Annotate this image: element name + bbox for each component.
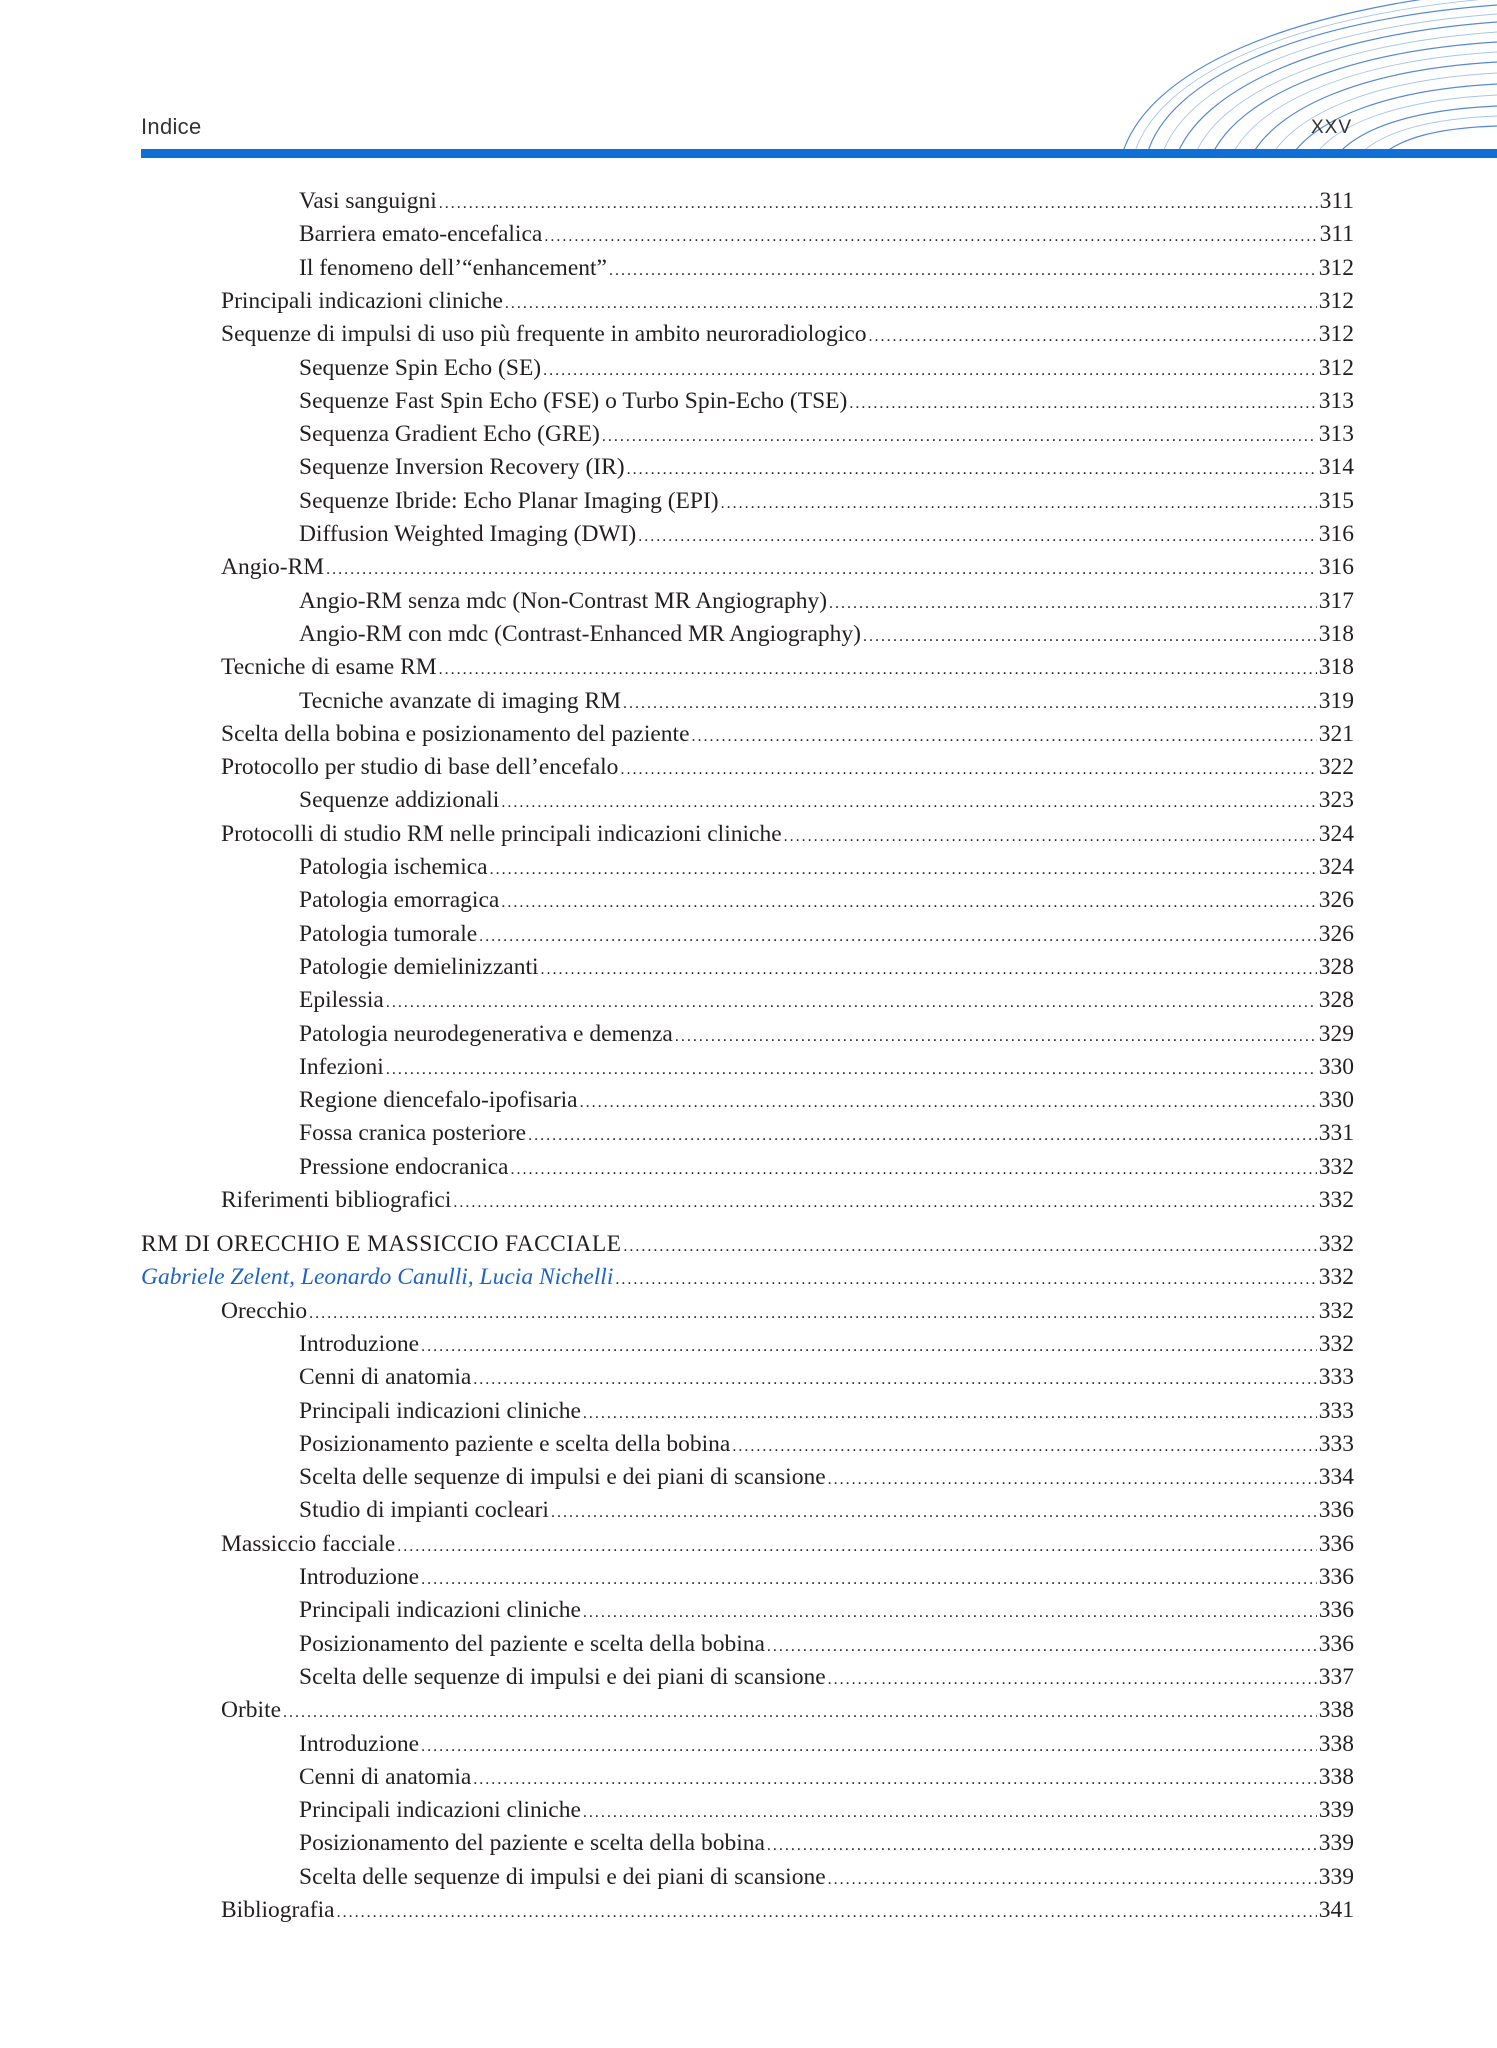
toc-entry-title: Massiccio facciale bbox=[221, 1530, 396, 1557]
dot-leader bbox=[337, 1898, 1317, 1928]
toc-entry-page: 332 bbox=[1318, 1297, 1354, 1324]
toc-entry-title: Patologia ischemica bbox=[299, 854, 488, 880]
toc-entry-title: Patologie demielinizzanti bbox=[299, 953, 539, 980]
toc-entry[interactable] bbox=[221, 652, 1354, 682]
toc-entry-page: 321 bbox=[1318, 720, 1354, 747]
dot-leader bbox=[543, 356, 1317, 386]
toc-entry-page: 324 bbox=[1318, 820, 1354, 847]
toc-entry-page: 323 bbox=[1318, 787, 1354, 814]
toc-entry-page: 312 bbox=[1318, 354, 1354, 381]
toc-entry-page: 329 bbox=[1318, 1020, 1354, 1047]
toc-entry-page: 328 bbox=[1318, 953, 1354, 980]
toc-entry-title: Sequenze Spin Echo (SE) bbox=[299, 354, 542, 381]
toc-entry-page: 337 bbox=[1318, 1663, 1354, 1690]
toc-entry[interactable] bbox=[299, 1329, 1354, 1359]
toc-entry-title: Vasi sanguigni bbox=[299, 188, 437, 214]
dot-leader bbox=[767, 1632, 1317, 1662]
toc-entry-title: Sequenze Ibride: Echo Planar Imaging (EPI) bbox=[299, 487, 719, 514]
toc-entry[interactable] bbox=[221, 319, 1354, 349]
toc-entry-title: Patologia emorragica bbox=[299, 887, 500, 914]
dot-leader bbox=[283, 1698, 1317, 1728]
dot-leader bbox=[510, 1155, 1316, 1185]
dot-leader bbox=[453, 1188, 1316, 1218]
toc-entry-page: 339 bbox=[1318, 1797, 1354, 1824]
toc-entry[interactable] bbox=[299, 1085, 1354, 1115]
dot-leader bbox=[583, 1798, 1317, 1828]
toc-entry-page: 311 bbox=[1319, 221, 1354, 248]
toc-entry[interactable] bbox=[221, 552, 1354, 582]
toc-entry[interactable] bbox=[299, 919, 1354, 949]
toc-entry[interactable] bbox=[299, 1362, 1354, 1392]
toc-chapter-entry[interactable] bbox=[141, 1229, 1354, 1259]
toc-entry-page: 336 bbox=[1318, 1564, 1354, 1590]
toc-entry-page: 336 bbox=[1318, 1597, 1354, 1624]
toc-entry[interactable] bbox=[299, 1396, 1354, 1426]
toc-entry-page: 316 bbox=[1318, 554, 1354, 581]
dot-leader bbox=[609, 256, 1317, 286]
dot-leader bbox=[583, 1598, 1317, 1628]
toc-entry-title: Orbite bbox=[221, 1697, 282, 1724]
toc-entry-title: Scelta della bobina e posizionamento del paziente bbox=[221, 720, 690, 747]
toc-entry-page: 318 bbox=[1318, 620, 1354, 647]
dot-leader bbox=[627, 455, 1317, 485]
dot-leader bbox=[505, 289, 1317, 319]
dot-leader bbox=[580, 1088, 1317, 1118]
toc-authors: Gabriele Zelent, Leonardo Canulli, Lucia Nichelli bbox=[141, 1264, 614, 1291]
toc-entry-title: Tecniche avanzate di imaging RM bbox=[299, 687, 622, 714]
dot-leader bbox=[421, 1732, 1317, 1762]
toc-entry-title: Studio di impianti cocleari bbox=[299, 1497, 549, 1524]
toc-entry[interactable] bbox=[299, 519, 1354, 549]
toc-entry[interactable] bbox=[299, 885, 1354, 915]
dot-leader bbox=[421, 1565, 1317, 1595]
dot-leader bbox=[675, 1022, 1317, 1052]
toc-entry[interactable] bbox=[299, 785, 1354, 815]
toc-entry[interactable] bbox=[299, 1629, 1354, 1659]
dot-leader bbox=[501, 788, 1316, 818]
toc-entry[interactable] bbox=[299, 186, 1354, 216]
toc-entry-title: Patologia neurodegenerativa e demenza bbox=[299, 1020, 673, 1047]
toc-entry[interactable] bbox=[299, 1152, 1354, 1182]
toc-entry-title: Diffusion Weighted Imaging (DWI) bbox=[299, 521, 637, 547]
toc-entry[interactable] bbox=[299, 1795, 1354, 1825]
dot-leader bbox=[583, 1399, 1317, 1429]
dot-leader bbox=[829, 589, 1317, 619]
dot-leader bbox=[439, 655, 1317, 685]
toc-entry[interactable] bbox=[299, 619, 1354, 649]
toc-entry-page: 312 bbox=[1318, 321, 1354, 348]
toc-entry-title: Principali indicazioni cliniche bbox=[221, 287, 503, 314]
dot-leader bbox=[732, 1432, 1316, 1462]
dot-leader bbox=[421, 1332, 1317, 1362]
toc-entry-page: 332 bbox=[1318, 1153, 1354, 1180]
toc-entry-title: Principali indicazioni cliniche bbox=[299, 1397, 581, 1424]
toc-entry-title: Introduzione bbox=[299, 1330, 420, 1357]
toc-entry-title: Angio-RM senza mdc (Non-Contrast MR Angiography) bbox=[299, 587, 828, 614]
toc-entry-title: Sequenza Gradient Echo (GRE) bbox=[299, 421, 600, 448]
toc-entry-page: 313 bbox=[1318, 421, 1354, 448]
toc-entry-page: 312 bbox=[1318, 287, 1354, 314]
toc-entry-page: 331 bbox=[1318, 1120, 1354, 1147]
toc-entry-page: 332 bbox=[1318, 1231, 1354, 1257]
toc-entry[interactable] bbox=[299, 985, 1354, 1015]
toc-entry-title: Sequenze Fast Spin Echo (FSE) o Turbo Spin-Echo (TSE) bbox=[299, 387, 848, 414]
toc-entry-page: 332 bbox=[1318, 1330, 1354, 1357]
toc-entry[interactable] bbox=[299, 1762, 1354, 1792]
toc-entry-page: 330 bbox=[1318, 1087, 1354, 1114]
toc-entry[interactable] bbox=[299, 386, 1354, 416]
toc-entry-title: Riferimenti bibliografici bbox=[221, 1187, 452, 1213]
toc-entry-page: 330 bbox=[1318, 1053, 1354, 1080]
toc-entry-page: 333 bbox=[1318, 1397, 1354, 1424]
dot-leader bbox=[868, 322, 1316, 352]
toc-entry[interactable] bbox=[221, 1895, 1354, 1925]
toc-entry[interactable] bbox=[299, 1828, 1354, 1858]
dot-leader bbox=[490, 855, 1317, 885]
toc-entry-page: 326 bbox=[1318, 887, 1354, 914]
header-rule bbox=[141, 149, 1497, 158]
toc-entry[interactable] bbox=[299, 219, 1354, 249]
toc-entry-title: Angio-RM bbox=[221, 554, 325, 581]
dot-leader bbox=[602, 422, 1317, 452]
dot-leader bbox=[615, 1265, 1316, 1295]
toc-entry[interactable] bbox=[299, 852, 1354, 882]
toc-entry-title: Protocollo per studio di base dell’encefalo bbox=[221, 754, 619, 781]
dot-leader bbox=[309, 1299, 1317, 1329]
dot-leader bbox=[551, 1498, 1317, 1528]
toc-entry-page: 326 bbox=[1318, 920, 1354, 947]
toc-entry-page: 333 bbox=[1318, 1430, 1354, 1457]
toc-entry[interactable] bbox=[299, 1729, 1354, 1759]
toc-entry[interactable] bbox=[221, 286, 1354, 316]
toc-entry-title: Scelta delle sequenze di impulsi e dei piani di scansione bbox=[299, 1663, 826, 1690]
toc-entry-page: 339 bbox=[1318, 1863, 1354, 1890]
toc-entry-title: Introduzione bbox=[299, 1564, 420, 1590]
toc-entry-title: Infezioni bbox=[299, 1053, 384, 1080]
toc-entry-title: Principali indicazioni cliniche bbox=[299, 1597, 581, 1624]
toc-entry[interactable] bbox=[299, 353, 1354, 383]
toc-entry-title: Scelta delle sequenze di impulsi e dei piani di scansione bbox=[299, 1863, 826, 1890]
toc-entry-title: Barriera emato-encefalica bbox=[299, 221, 543, 248]
toc-entry-page: 314 bbox=[1318, 454, 1354, 481]
dot-leader bbox=[721, 489, 1317, 519]
toc-entry[interactable] bbox=[299, 1462, 1354, 1492]
toc-entry-title: Sequenze di impulsi di uso più frequente in ambito neuroradiologico bbox=[221, 321, 867, 348]
toc-entry[interactable] bbox=[299, 486, 1354, 516]
dot-leader bbox=[473, 1365, 1316, 1395]
toc-entry-title: Sequenze Inversion Recovery (IR) bbox=[299, 454, 625, 481]
dot-leader bbox=[849, 389, 1316, 419]
toc-entry[interactable] bbox=[299, 1118, 1354, 1148]
toc-entry-title: Posizionamento del paziente e scelta della bobina bbox=[299, 1630, 765, 1657]
toc-entry[interactable] bbox=[299, 1019, 1354, 1049]
toc-entry-title: Cenni di anatomia bbox=[299, 1364, 472, 1391]
toc-entry[interactable] bbox=[221, 819, 1354, 849]
toc-entry[interactable] bbox=[221, 752, 1354, 782]
dot-leader bbox=[326, 555, 1317, 585]
toc-entry[interactable] bbox=[299, 1052, 1354, 1082]
toc-entry-title: Il fenomeno dell’“enhancement” bbox=[299, 254, 607, 281]
dot-leader bbox=[620, 755, 1316, 785]
toc-entry-title: Introduzione bbox=[299, 1730, 420, 1757]
toc-entry-page: 338 bbox=[1318, 1697, 1354, 1724]
toc-entry[interactable] bbox=[299, 1562, 1354, 1592]
toc-entry[interactable] bbox=[221, 1296, 1354, 1326]
dot-leader bbox=[828, 1665, 1317, 1695]
toc-entry-page: 336 bbox=[1318, 1497, 1354, 1524]
toc-entry-title: Posizionamento del paziente e scelta della bobina bbox=[299, 1830, 765, 1857]
dot-leader bbox=[479, 922, 1317, 952]
dot-leader bbox=[828, 1465, 1317, 1495]
toc-entry-title: Fossa cranica posteriore bbox=[299, 1120, 527, 1147]
toc-entry-title: Cenni di anatomia bbox=[299, 1763, 472, 1790]
dot-leader bbox=[386, 988, 1317, 1018]
toc-entry[interactable] bbox=[221, 719, 1354, 749]
dot-leader bbox=[623, 689, 1317, 719]
toc-entry-page: 313 bbox=[1318, 387, 1354, 414]
toc-entry-title: Sequenze addizionali bbox=[299, 787, 500, 814]
dot-leader bbox=[863, 622, 1317, 652]
dot-leader bbox=[784, 822, 1317, 852]
toc-entry-title: Principali indicazioni cliniche bbox=[299, 1797, 581, 1824]
toc-entry-title: Bibliografia bbox=[221, 1897, 335, 1923]
toc-entry[interactable] bbox=[299, 1862, 1354, 1892]
toc-entry-page: 332 bbox=[1318, 1264, 1354, 1291]
toc-entry-page: 316 bbox=[1318, 521, 1354, 547]
toc-entry[interactable] bbox=[299, 419, 1354, 449]
toc-entry-title: Patologia tumorale bbox=[299, 920, 478, 947]
toc-entry-title: Posizionamento paziente e scelta della bobina bbox=[299, 1430, 731, 1457]
toc-entry-page: 324 bbox=[1318, 854, 1354, 880]
decorative-arcs bbox=[1037, 0, 1497, 155]
dot-leader bbox=[541, 955, 1317, 985]
dot-leader bbox=[544, 222, 1317, 252]
toc-entry-page: 319 bbox=[1318, 687, 1354, 714]
toc-entry-title: Tecniche di esame RM bbox=[221, 654, 437, 681]
toc-entry[interactable] bbox=[221, 1529, 1354, 1559]
toc-entry-title: RM DI ORECCHIO E MASSICCIO FACCIALE bbox=[141, 1231, 622, 1257]
running-header-section: Indice bbox=[141, 114, 202, 139]
running-header-page-number: XXV bbox=[1310, 117, 1352, 138]
toc-entry-page: 317 bbox=[1318, 587, 1354, 614]
dot-leader bbox=[473, 1765, 1316, 1795]
toc-entry[interactable] bbox=[299, 586, 1354, 616]
toc-entry[interactable] bbox=[221, 1185, 1354, 1215]
toc-entry-title: Epilessia bbox=[299, 987, 384, 1014]
toc-entry-title: Angio-RM con mdc (Contrast-Enhanced MR Angiography) bbox=[299, 620, 861, 647]
toc-entry[interactable] bbox=[299, 452, 1354, 482]
dot-leader bbox=[397, 1532, 1317, 1562]
dot-leader bbox=[692, 722, 1317, 752]
toc-entry[interactable] bbox=[299, 686, 1354, 716]
toc-entry-page: 311 bbox=[1319, 188, 1354, 214]
toc-entry-title: Protocolli di studio RM nelle principali indicazioni cliniche bbox=[221, 820, 782, 847]
toc-entry-page: 338 bbox=[1318, 1763, 1354, 1790]
toc-entry-title: Orecchio bbox=[221, 1297, 308, 1324]
toc-entry-page: 333 bbox=[1318, 1364, 1354, 1391]
dot-leader bbox=[501, 888, 1316, 918]
toc-entry[interactable] bbox=[299, 1662, 1354, 1692]
toc-entry-page: 334 bbox=[1318, 1464, 1354, 1491]
toc-entry[interactable] bbox=[299, 1495, 1354, 1525]
toc-entry[interactable] bbox=[299, 1595, 1354, 1625]
toc-entry-page: 328 bbox=[1318, 987, 1354, 1014]
toc-entry[interactable] bbox=[299, 952, 1354, 982]
toc-entry[interactable] bbox=[299, 253, 1354, 283]
toc-authors-entry[interactable] bbox=[141, 1262, 1354, 1292]
toc-entry-page: 318 bbox=[1318, 654, 1354, 681]
toc-entry-page: 336 bbox=[1318, 1630, 1354, 1657]
dot-leader bbox=[439, 189, 1318, 219]
dot-leader bbox=[638, 522, 1316, 552]
dot-leader bbox=[767, 1831, 1317, 1861]
toc-entry-page: 312 bbox=[1318, 254, 1354, 281]
dot-leader bbox=[528, 1121, 1317, 1151]
toc-entry[interactable] bbox=[299, 1429, 1354, 1459]
toc-entry-page: 341 bbox=[1318, 1897, 1354, 1923]
toc-entry-page: 338 bbox=[1318, 1730, 1354, 1757]
toc-entry-page: 336 bbox=[1318, 1530, 1354, 1557]
toc-entry-page: 332 bbox=[1318, 1187, 1354, 1213]
toc-entry-page: 322 bbox=[1318, 754, 1354, 781]
toc-entry-title: Regione diencefalo-ipofisaria bbox=[299, 1087, 578, 1114]
dot-leader bbox=[386, 1055, 1317, 1085]
dot-leader bbox=[828, 1865, 1317, 1895]
toc-entry-title: Scelta delle sequenze di impulsi e dei piani di scansione bbox=[299, 1464, 826, 1491]
toc-entry[interactable] bbox=[221, 1695, 1354, 1725]
toc-entry-title: Pressione endocranica bbox=[299, 1153, 509, 1180]
toc-entry-page: 339 bbox=[1318, 1830, 1354, 1857]
toc-entry-page: 315 bbox=[1318, 487, 1354, 514]
dot-leader bbox=[623, 1232, 1316, 1262]
